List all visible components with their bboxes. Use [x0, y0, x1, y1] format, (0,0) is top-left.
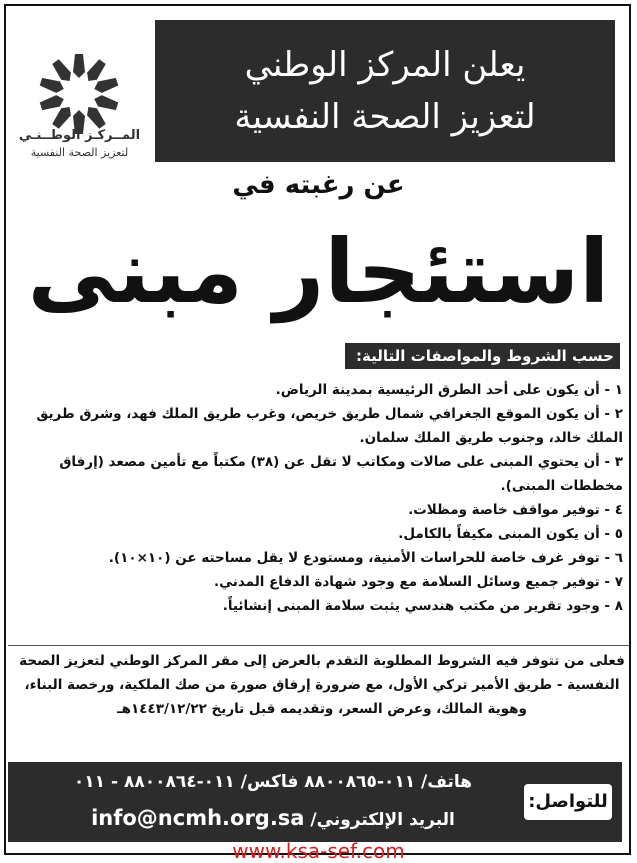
contact-bar — [8, 762, 622, 842]
email-label: البريد الإلكتروني/ — [310, 810, 455, 830]
condition-item: ٦ - توفر غرف خاصة للحراسات الأمنية، ومستودع لا يقل مساحته عن (١٠×١٠). — [108, 550, 623, 566]
contact-email-row — [28, 806, 518, 830]
condition-item: ١ - أن يكون على أحد الطرق الرئيسية بمدينة الرياض. — [275, 382, 623, 398]
closing-paragraph: فعلى من تتوفر فيه الشروط المطلوبة التقدم بالعرض إلى مقر المركز الوطني لتعزيز الصحة النفسية - طريق الأمير تركي الأول، مع ضرورة إرفاق صورة من صك الملكية، ورخصة البناء، وهوية المالك، وعرض السعر، وتقديمه قبل تاريخ ١٤٤٣/١٢/٢٢هـ — [19, 653, 625, 717]
logo-name-line1: المــركـز الوطــنـي — [18, 128, 141, 143]
header-line2: لتعزيز الصحة النفسية — [234, 97, 536, 137]
logo-name-line2: لتعزيز الصحة النفسية — [30, 146, 129, 159]
main-title: استئجار مبنى — [27, 220, 610, 323]
divider — [8, 645, 629, 646]
contact-label: للتواصل: — [524, 784, 612, 820]
header-box — [155, 20, 615, 162]
condition-item: ٤ - توفير مواقف خاصة ومظلات. — [408, 502, 623, 518]
condition-item: ٣ - أن يحتوي المبنى على صالات ومكاتب لا تقل عن (٣٨) مكتباً مع تأمين مصعد (إرفاق مخططات المبنى). — [59, 454, 623, 494]
condition-item: ٨ - وجود تقرير من مكتب هندسي يثبت سلامة المبنى إنشائياً. — [222, 598, 623, 614]
contact-phones: هاتف/ ٠١١-٨٨٠٠٨٦٥ فاكس/ ٠١١-٨٨٠٠٨٦٤ - ٠١١ — [73, 772, 473, 792]
conditions-label: حسب الشروط والمواصفات التالية: — [345, 343, 620, 369]
header-line1: يعلن المركز الوطني — [244, 45, 526, 85]
condition-item: ٧ - توفير جميع وسائل السلامة مع وجود شهادة الدفاع المدني. — [213, 574, 623, 590]
watermark-link[interactable]: www.ksa-sef.com — [232, 839, 405, 863]
email-link[interactable]: info@ncmh.org.sa — [91, 806, 305, 830]
subtitle: عن رغبته في — [232, 170, 405, 200]
condition-item: ٢ - أن يكون الموقع الجغرافي شمال طريق خريص، وغرب طريق الملك فهد، وشرق طريق الملك خالد، وجنوب طريق الملك سلمان. — [36, 406, 623, 446]
conditions-list — [19, 378, 623, 618]
condition-item: ٥ - أن يكون المبنى مكيفاً بالكامل. — [398, 526, 623, 542]
